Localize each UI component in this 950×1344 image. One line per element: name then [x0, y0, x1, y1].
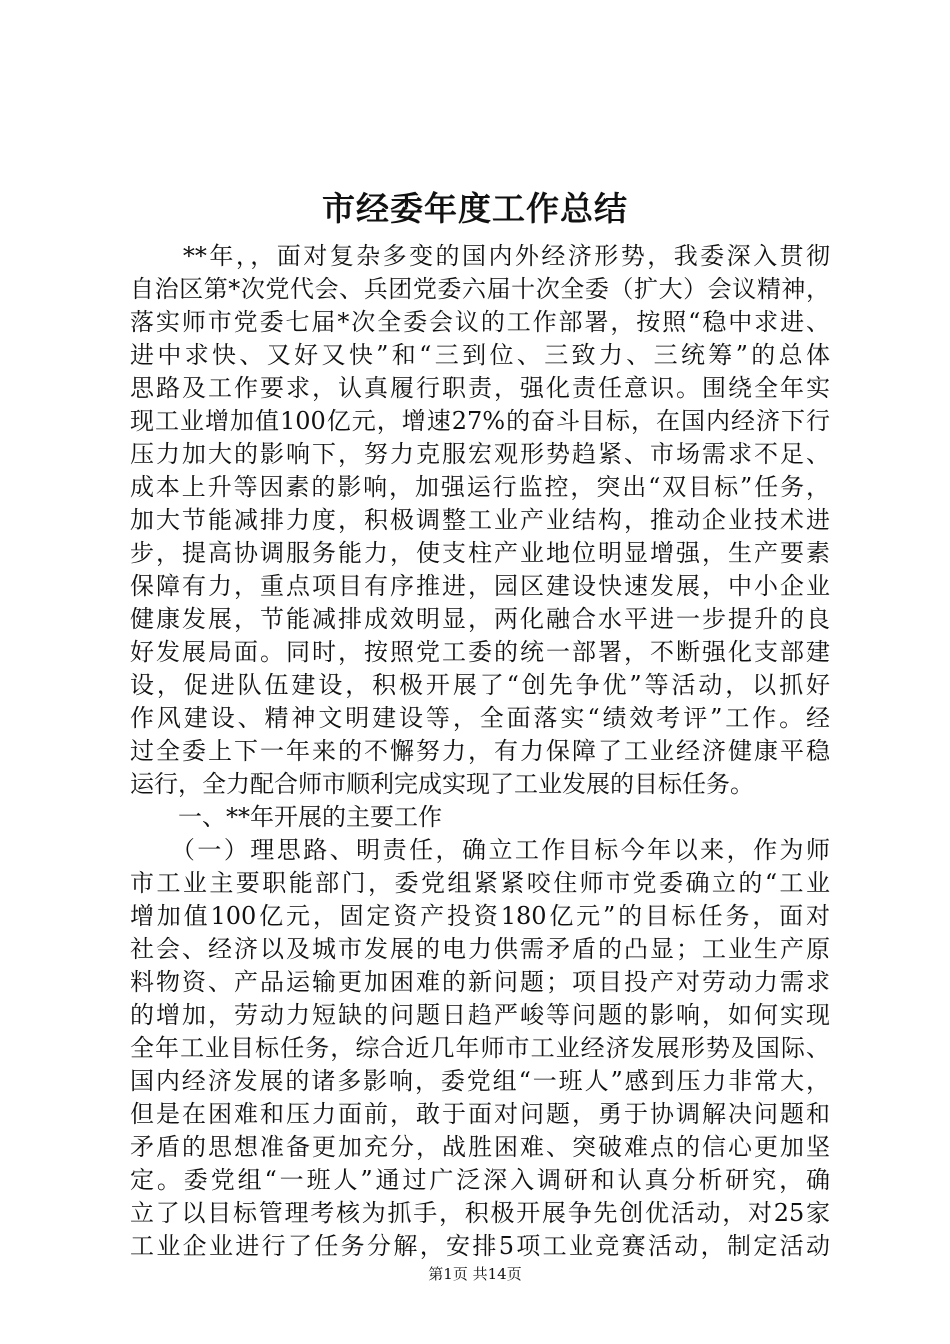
- body-line: 但是在困难和压力面前，敢于面对问题，勇于协调解决问题和: [130, 1100, 830, 1128]
- body-line: 进中求快、又好又快”和“三到位、三致力、三统筹”的总体: [130, 341, 830, 369]
- body-line: 全年工业目标任务，综合近几年师市工业经济发展形势及国际、: [130, 1034, 830, 1062]
- body-line: 立了以目标管理考核为抓手，积极开展争先创优活动，对25家: [130, 1199, 830, 1227]
- body-line: **年，，面对复杂多变的国内外经济形势，我委深入贯彻: [130, 242, 830, 270]
- body-line: 料物资、产品运输更加困难的新问题；项目投产对劳动力需求: [130, 968, 830, 996]
- body-line: 加大节能减排力度，积极调整工业产业结构，推动企业技术进: [130, 506, 830, 534]
- body-line: 国内经济发展的诸多影响，委党组“一班人”感到压力非常大，: [130, 1067, 830, 1095]
- section-heading: 一、**年开展的主要工作: [130, 803, 442, 831]
- body-line: 矛盾的思想准备更加充分，战胜困难、突破难点的信心更加坚: [130, 1133, 830, 1161]
- body-line: （一）理思路、明责任，确立工作目标今年以来，作为师: [130, 836, 830, 864]
- body-line: 定。委党组“一班人”通过广泛深入调研和认真分析研究，确: [130, 1166, 830, 1194]
- body-line: 落实师市党委七届*次全委会议的工作部署，按照“稳中求进、: [130, 308, 830, 336]
- body-line: 现工业增加值100亿元，增速27%的奋斗目标，在国内经济下行: [130, 407, 830, 435]
- body-line: 市工业主要职能部门，委党组紧紧咬住师市党委确立的“工业: [130, 869, 830, 897]
- body-line: 步，提高协调服务能力，使支柱产业地位明显增强，生产要素: [130, 539, 830, 567]
- body-line: 社会、经济以及城市发展的电力供需矛盾的凸显；工业生产原: [130, 935, 830, 963]
- body-line: 工业企业进行了任务分解，安排5项工业竞赛活动，制定活动: [130, 1232, 830, 1260]
- body-line: 过全委上下一年来的不懈努力，有力保障了工业经济健康平稳: [130, 737, 830, 765]
- page-number-footer: 第1页 共14页: [428, 1265, 522, 1283]
- body-line: 自治区第*次党代会、兵团党委六届十次全委（扩大）会议精神，: [130, 275, 830, 303]
- body-line: 健康发展，节能减排成效明显，两化融合水平进一步提升的良: [130, 605, 830, 633]
- body-line: 作风建设、精神文明建设等，全面落实“绩效考评”工作。经: [130, 704, 830, 732]
- body-line: 运行，全力配合师市顺利完成实现了工业发展的目标任务。: [130, 770, 754, 798]
- body-line: 增加值100亿元，固定资产投资180亿元”的目标任务，面对: [130, 902, 830, 930]
- body-line: 压力加大的影响下，努力克服宏观形势趋紧、市场需求不足、: [130, 440, 830, 468]
- body-line: 设，促进队伍建设，积极开展了“创先争优”等活动，以抓好: [130, 671, 830, 699]
- body-line: 成本上升等因素的影响，加强运行监控，突出“双目标”任务，: [130, 473, 830, 501]
- body-line: 保障有力，重点项目有序推进，园区建设快速发展，中小企业: [130, 572, 830, 600]
- document-body: [130, 240, 830, 1263]
- body-line: 思路及工作要求，认真履行职责，强化责任意识。围绕全年实: [130, 374, 830, 402]
- body-line: 的增加，劳动力短缺的问题日趋严峻等问题的影响，如何实现: [130, 1001, 830, 1029]
- document-title: 市经委年度工作总结: [322, 189, 628, 228]
- body-line: 好发展局面。同时，按照党工委的统一部署，不断强化支部建: [130, 638, 830, 666]
